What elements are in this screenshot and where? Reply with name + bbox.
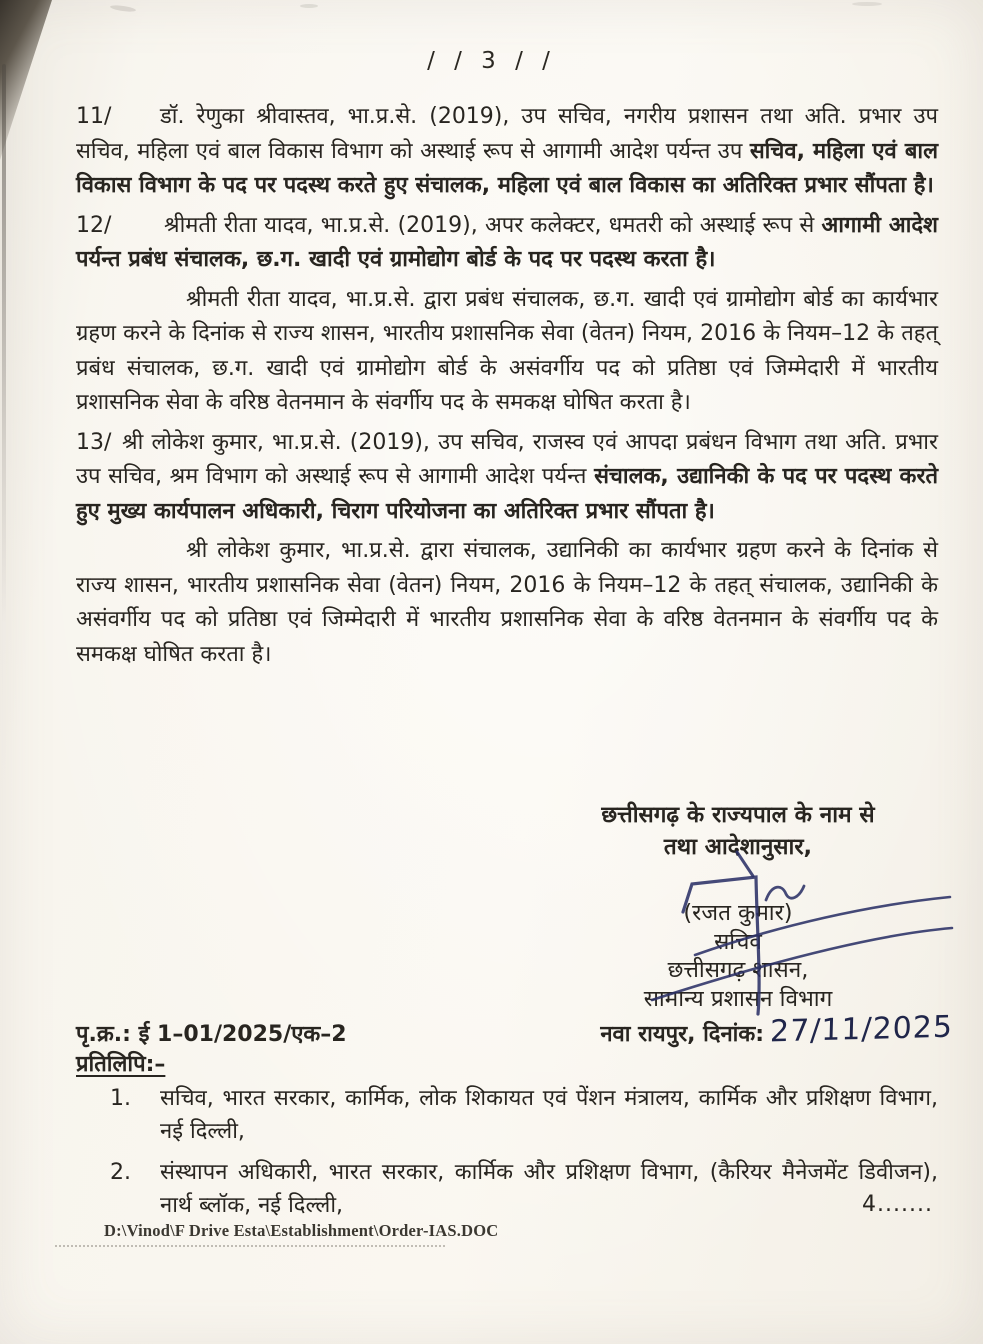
- scan-corner-artifact: [0, 0, 52, 160]
- order-paragraph-13: [76, 426, 938, 530]
- paragraph-text: श्री लोकेश कुमार, भा.प्र.से. (2019), उप सचिव, राजस्व एवं आपदा प्रबंधन विभाग तथा अति. प्रभार उप सचिव, श्रम विभाग को अस्थाई रूप से आगामी आदेश पर्यन्त संचालक, उद्यानिकी के पद पर पदस्थ करते हुए मुख्य कार्यपालन अधिकारी, चिराग परियोजना का अतिरिक्त प्रभार सौंपता है।: [76, 429, 938, 524]
- order-paragraph-12-equivalence: [76, 283, 938, 421]
- next-page-marker: 4.......: [862, 1192, 933, 1217]
- scan-bottom-dotted-line: [55, 1245, 445, 1247]
- order-paragraph-11: [76, 100, 938, 204]
- on-behalf-line-1: छत्तीसगढ़ के राज्यपाल के नाम से: [601, 802, 875, 828]
- document-file-path: D:\Vinod\F Drive Esta\Establishment\Order-IAS.DOC: [104, 1221, 499, 1240]
- reference-row: [76, 1009, 954, 1050]
- paragraph-text: श्री लोकेश कुमार, भा.प्र.से. द्वारा संचालक, उद्यानिकी का कार्यभार ग्रहण करने के दिनांक से राज्य शासन, भारतीय प्रशासनिक सेवा (वेतन) नियम, 2016 के नियम–12 के तहत् संचालक, उद्यानिकी के असंवर्गीय पद को प्रतिष्ठा एवं जिम्मेदारी में भारतीय प्रशासनिक सेवा के वरिष्ठ वेतनमान के संवर्गीय पद के समकक्ष घोषित करता है।: [76, 538, 938, 667]
- scan-speck: [852, 2, 882, 6]
- copy-to-heading: प्रतिलिपि:–: [76, 1052, 166, 1077]
- signatory-government: छत्तीसगढ़ शासन,: [667, 957, 809, 983]
- on-behalf-line-2: तथा आदेशानुसार,: [663, 834, 813, 860]
- scan-speck: [110, 4, 136, 13]
- paragraph-number: 13/: [76, 429, 112, 455]
- copy-to-list: [76, 1082, 938, 1230]
- signatory-name: (रजत कुमार): [683, 900, 793, 926]
- paragraph-text: श्रीमती रीता यादव, भा.प्र.से. (2019), अपर कलेक्टर, धमतरी को अस्थाई रूप से आगामी आदेश पर्यन्त प्रबंध संचालक, छ.ग. खादी एवं ग्रामोद्योग बोर्ड के पद पर पदस्थ करता है।: [76, 212, 938, 272]
- paragraph-text: श्रीमती रीता यादव, भा.प्र.से. द्वारा प्रबंध संचालक, छ.ग. खादी एवं ग्रामोद्योग बोर्ड का कार्यभार ग्रहण करने के दिनांक से राज्य शासन, भारतीय प्रशासनिक सेवा (वेतन) नियम, 2016 के नियम–12 के तहत् प्रबंध संचालक, छ.ग. खादी एवं ग्रामोद्योग बोर्ड के असंवर्गीय पद को प्रतिष्ठा एवं जिम्मेदारी में भारतीय प्रशासनिक सेवा के वरिष्ठ वेतनमान के संवर्गीय पद के समकक्ष घोषित करता है।: [76, 286, 938, 415]
- scan-speck: [300, 4, 318, 8]
- copy-item-2: [76, 1156, 938, 1222]
- place-and-date: [600, 1009, 954, 1050]
- paragraph-text: डॉ. रेणुका श्रीवास्तव, भा.प्र.से. (2019), उप सचिव, नगरीय प्रशासन तथा अति. प्रभार उप सचिव, महिला एवं बाल विकास विभाग को अस्थाई रूप से आगामी आदेश पर्यन्त उप सचिव, महिला एवं बाल विकास विभाग के पद पर पदस्थ करते हुए संचालक, महिला एवं बाल विकास का अतिरिक्त प्रभार सौंपता है।: [76, 104, 938, 198]
- handwritten-date: 27/11/2025: [769, 1009, 954, 1050]
- page-number: / / 3 / /: [427, 48, 556, 74]
- paragraph-number: 12/: [76, 212, 112, 238]
- order-paragraph-13-equivalence: [76, 534, 938, 672]
- copy-item-text: संस्थापन अधिकारी, भारत सरकार, कार्मिक और प्रशिक्षण विभाग, (कैरियर मैनेजमेंट डिवीजन), नार्थ ब्लॉक, नई दिल्ली,: [160, 1160, 938, 1218]
- document-body: [76, 100, 938, 677]
- copy-item-text: सचिव, भारत सरकार, कार्मिक, लोक शिकायत एवं पेंशन मंत्रालय, कार्मिक और प्रशिक्षण विभाग, नई दिल्ली,: [160, 1086, 938, 1144]
- signatory-designation: सचिव: [714, 928, 762, 955]
- copy-item-number: 2.: [110, 1160, 131, 1185]
- order-paragraph-12: [76, 209, 938, 278]
- signatory-department: सामान्य प्रशासन विभाग: [643, 985, 833, 1012]
- scan-edge-line: [2, 64, 6, 624]
- copy-item-number: 1.: [110, 1086, 131, 1111]
- place-date-label: नवा रायपुर, दिनांक:: [600, 1022, 765, 1047]
- signature-ink: [600, 840, 983, 1035]
- reference-number: पृ.क्र.: ई 1–01/2025/एक–2: [76, 1022, 347, 1047]
- copy-item-1: [76, 1082, 938, 1148]
- paragraph-number: 11/: [76, 104, 112, 129]
